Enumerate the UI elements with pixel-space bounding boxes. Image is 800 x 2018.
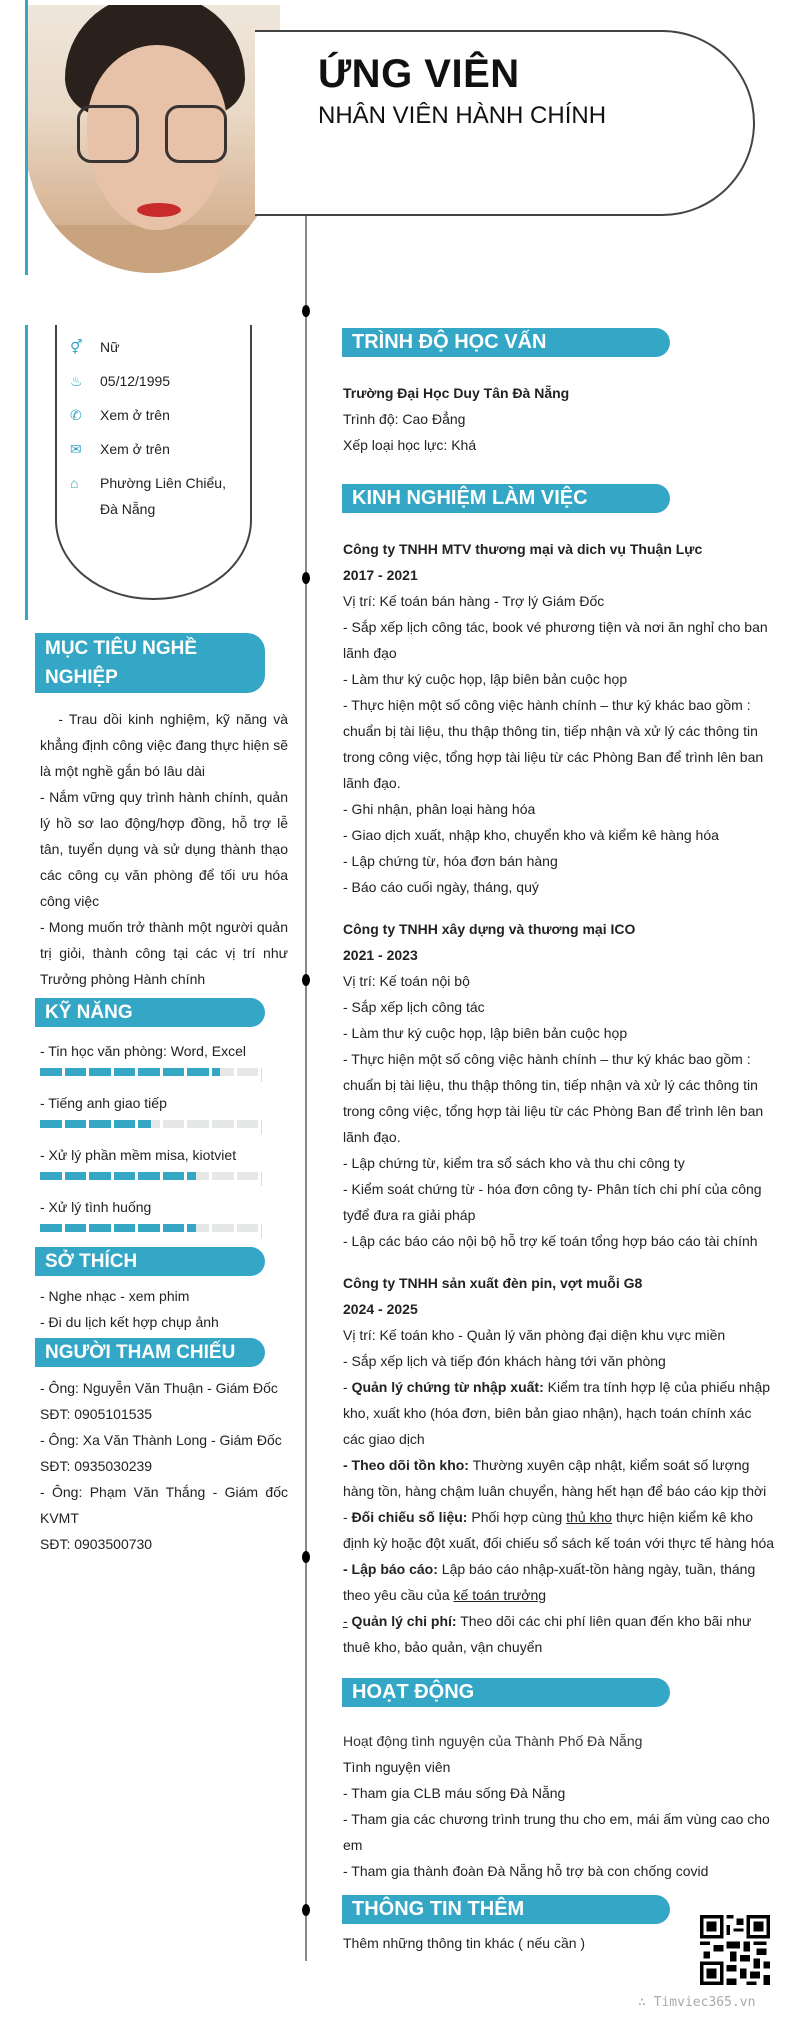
info-birthday: ♨ 05/12/1995 xyxy=(70,368,230,394)
birthday-cake-icon: ♨ xyxy=(70,373,83,389)
whatsapp-phone-icon: ✆ xyxy=(70,407,82,423)
skill-bar-segment xyxy=(237,1120,259,1128)
skill-bar-segment xyxy=(89,1120,111,1128)
skill-bar-segment xyxy=(89,1224,111,1232)
info-phone: ✆ Xem ở trên xyxy=(70,402,230,428)
job-entry: Công ty TNHH xây dựng và thương mại ICO 2021 - 2023 Vị trí: Kế toán nội bộ - Sắp xếp lịch công tác - Làm thư ký cuộc họp, lập biên bản cuộc họp - Thực hiện một số công việc hành chính – thư ký khác bao gồm : chuẩn bị tài liệu, thu thập thông tin, tiếp nhận và xử lý các thông tin trong công việc, tổng hợp tài liệu từ các Phòng Ban để trình lên ban lãnh đạo. - Lập chứng từ, kiểm tra sổ sách kho và thu chi công ty - Kiểm soát chứng từ - hóa đơn công ty- Phân tích chi phí của công tyđể đưa ra giải pháp - Lập các báo cáo nội bộ hỗ trợ kế toán tổng hợp báo cáo tài chính xyxy=(343,916,775,1254)
timeline-dot xyxy=(302,572,310,584)
watermark: ∴ Timviec365.vn xyxy=(638,1995,756,2010)
references-list: - Ông: Nguyễn Văn Thuận - Giám Đốc SĐT: 0905101535 - Ông: Xa Văn Thành Long - Giám Đốc SĐT: 0935030239 - Ông: Phạm Văn Thắng - Giám đốc KVMT SĐT: 0903500730 xyxy=(40,1380,288,1552)
job-period: 2021 - 2023 xyxy=(343,947,418,963)
skill-bar-segment xyxy=(237,1068,259,1076)
job-period: 2024 - 2025 xyxy=(343,1301,418,1317)
home-icon: ⌂ xyxy=(70,475,79,491)
skill-label: - Tiếng anh giao tiếp xyxy=(40,1095,167,1111)
job-period: 2017 - 2021 xyxy=(343,567,418,583)
section-heading-skills: KỸ NĂNG xyxy=(35,998,265,1027)
hobby-item: - Nghe nhạc - xem phim xyxy=(40,1288,190,1304)
skill-bar-segment xyxy=(40,1068,62,1076)
education-grade: Xếp loại học lực: Khá xyxy=(343,437,477,453)
job-title: NHÂN VIÊN HÀNH CHÍNH xyxy=(318,102,607,129)
skill-bar-segment xyxy=(187,1172,209,1180)
timeline-dot xyxy=(302,305,310,317)
skill-bar-segment xyxy=(187,1068,209,1076)
section-heading-experience: KINH NGHIỆM LÀM VIỆC xyxy=(342,484,670,513)
objective-text: - Trau dồi kinh nghiệm, kỹ năng và khẳng định công việc đang thực hiện sẽ là một nghề gắn bó lâu dài - Nắm vững quy trình hành chính, quản lý hồ sơ lao động/hợp đồng, hỗ trợ lễ tân, tuyển dụng và sử dụng thành thạo các công cụ văn phòng để tối ưu hóa công việc - Mong muốn trở thành một người quản trị giỏi, thành công tại các vị trí như Trưởng phòng Hành chính xyxy=(40,711,292,987)
job-company: Công ty TNHH xây dựng và thương mại ICO xyxy=(343,921,636,937)
skill-bar-end-tick xyxy=(261,1068,262,1082)
skill-label: - Xử lý tình huống xyxy=(40,1199,152,1215)
job-company: Công ty TNHH sản xuất đèn pin, vợt muỗi G8 xyxy=(343,1275,643,1291)
skill-bar-segment xyxy=(138,1224,160,1232)
extra-text: Thêm những thông tin khác ( nếu cần ) xyxy=(343,1935,586,1951)
skill-bar-segment xyxy=(187,1224,209,1232)
skill-bar-segment xyxy=(65,1068,87,1076)
gender-icon: ⚥ xyxy=(70,339,83,355)
skill-bar-segment xyxy=(138,1120,160,1128)
skill-bar-segment xyxy=(237,1172,259,1180)
education-level: Trình độ: Cao Đẳng xyxy=(343,411,466,427)
skill-bar-segment xyxy=(114,1068,136,1076)
skill-bar-segment xyxy=(89,1068,111,1076)
section-heading-objective: MỤC TIÊU NGHỀ NGHIỆP xyxy=(35,633,265,693)
skill-bar xyxy=(40,1172,262,1180)
link-ke-toan-truong[interactable]: kế toán trưởng xyxy=(453,1587,547,1603)
skill-bar-segment xyxy=(138,1172,160,1180)
job-position: Vị trí: Kế toán nội bộ xyxy=(343,973,470,989)
section-heading-education: TRÌNH ĐỘ HỌC VẤN xyxy=(342,328,670,357)
candidate-name: ỨNG VIÊN xyxy=(318,52,520,96)
skill-bar-segment xyxy=(114,1172,136,1180)
envelope-icon: ✉ xyxy=(70,441,82,457)
left-accent-stripe xyxy=(25,325,28,620)
skill-bar-segment xyxy=(212,1068,234,1076)
activities-list: Hoạt động tình nguyện của Thành Phố Đà Nẵng Tình nguyện viên - Tham gia CLB máu sống Đà Nẵng - Tham gia các chương trình trung thu cho em, mái ấm vùng cao cho em - Tham gia thành đoàn Đà Nẵng hỗ trợ bà con chống covid xyxy=(343,1733,770,1879)
timeline-line xyxy=(305,216,307,1961)
skill-bar-segment xyxy=(89,1172,111,1180)
skill-bar-segment xyxy=(163,1068,185,1076)
job-position: Vị trí: Kế toán bán hàng - Trợ lý Giám Đốc xyxy=(343,593,605,609)
skill-bar xyxy=(40,1120,262,1128)
info-address: ⌂ Phường Liên Chiểu, Đà Nẵng xyxy=(70,470,230,522)
skill-bar-segment xyxy=(40,1224,62,1232)
section-heading-references: NGƯỜI THAM CHIẾU xyxy=(35,1338,265,1367)
job-company: Công ty TNHH MTV thương mại và dich vụ Thuận Lực xyxy=(343,541,703,557)
skill-bar-segment xyxy=(187,1120,209,1128)
section-heading-activities: HOẠT ĐỘNG xyxy=(342,1678,670,1707)
job-entry: Công ty TNHH MTV thương mại và dich vụ Thuận Lực 2017 - 2021 Vị trí: Kế toán bán hàng - Trợ lý Giám Đốc - Sắp xếp lịch công tác, book vé phương tiện và nơi ăn nghỉ cho ban lãnh đạo - Làm thư ký cuộc họp, lập biên bản cuộc họp - Thực hiện một số công việc hành chính – thư ký khác bao gồm : chuẩn bị tài liệu, thu thập thông tin, tiếp nhận và xử lý các thông tin trong công việc, tổng hợp tài liệu từ các Phòng Ban để trình lên ban lãnh đạo. - Ghi nhận, phân loại hàng hóa - Giao dịch xuất, nhập kho, chuyển kho và kiểm kê hàng hóa - Lập chứng từ, hóa đơn bán hàng - Báo cáo cuối ngày, tháng, quý xyxy=(343,536,775,900)
skill-bar-segment xyxy=(163,1172,185,1180)
skill-bar-segment xyxy=(163,1120,185,1128)
skill-label: - Xử lý phần mềm misa, kiotviet xyxy=(40,1147,237,1163)
skill-bar-segment xyxy=(65,1172,87,1180)
skill-bar-end-tick xyxy=(261,1224,262,1238)
skill-bar-segment xyxy=(212,1224,234,1232)
skill-bar-segment xyxy=(65,1120,87,1128)
skill-bar xyxy=(40,1068,262,1076)
timeline-dot xyxy=(302,974,310,986)
skill-bar xyxy=(40,1224,262,1232)
skill-bar-segment xyxy=(40,1120,62,1128)
section-heading-hobbies: SỞ THÍCH xyxy=(35,1247,265,1276)
candidate-photo xyxy=(25,5,280,273)
hobby-item: - Đi du lịch kết hợp chụp ảnh xyxy=(40,1314,219,1330)
personal-info-box xyxy=(55,325,252,600)
section-heading-extra: THÔNG TIN THÊM xyxy=(342,1895,670,1924)
qr-code xyxy=(700,1915,770,1985)
timeline-dot xyxy=(302,1904,310,1916)
skill-bar-end-tick xyxy=(261,1120,262,1134)
info-email: ✉ Xem ở trên xyxy=(70,436,230,462)
skill-bar-segment xyxy=(40,1172,62,1180)
skill-bar-segment xyxy=(237,1224,259,1232)
left-accent-stripe xyxy=(25,0,28,275)
skill-bar-segment xyxy=(114,1120,136,1128)
skill-bar-segment xyxy=(163,1224,185,1232)
school-name: Trường Đại Học Duy Tân Đà Nẵng xyxy=(343,385,570,401)
link-thu-kho[interactable]: thủ kho xyxy=(566,1509,613,1525)
timeline-dot xyxy=(302,1551,310,1563)
job-position: Vị trí: Kế toán kho - Quản lý văn phòng đại diện khu vực miền xyxy=(343,1327,726,1343)
skill-bar-segment xyxy=(212,1172,234,1180)
skill-bar-segment xyxy=(138,1068,160,1076)
skill-label: - Tin học văn phòng: Word, Excel xyxy=(40,1043,246,1059)
job-entry: Công ty TNHH sản xuất đèn pin, vợt muỗi G8 2024 - 2025 Vị trí: Kế toán kho - Quản lý văn phòng đại diện khu vực miền - Sắp xếp lịch và tiếp đón khách hàng tới văn phòng - Quản lý chứng từ nhập xuất: Kiểm tra tính hợp lệ của phiếu nhập kho, xuất kho (hóa đơn, biên bản giao nhận), hạch toán chính xác các giao dịch - Theo dõi tồn kho: Thường xuyên cập nhật, kiểm soát số lượng hàng tồn, hàng chậm luân chuyển, hàng hết hạn để báo cáo kịp thời - Đối chiếu số liệu: Phối hợp cùng thủ kho thực hiện kiểm kê kho định kỳ hoặc đột xuất, đối chiếu sổ sách kế toán với thực tế hàng hóa - Lập báo cáo: Lập báo cáo nhập-xuất-tồn hàng ngày, tuần, tháng theo yêu cầu của kế toán trưởng - Quản lý chi phí: Theo dõi các chi phí liên quan đến kho bãi như thuê kho, bảo quản, vận chuyển xyxy=(343,1270,775,1660)
skill-bar-segment xyxy=(65,1224,87,1232)
skill-bar-segment xyxy=(212,1120,234,1128)
skill-bar-end-tick xyxy=(261,1172,262,1186)
skill-bar-segment xyxy=(114,1224,136,1232)
hobbies-list xyxy=(40,1283,288,1335)
info-gender: ⚥ Nữ xyxy=(70,334,230,360)
education-block xyxy=(343,380,775,458)
